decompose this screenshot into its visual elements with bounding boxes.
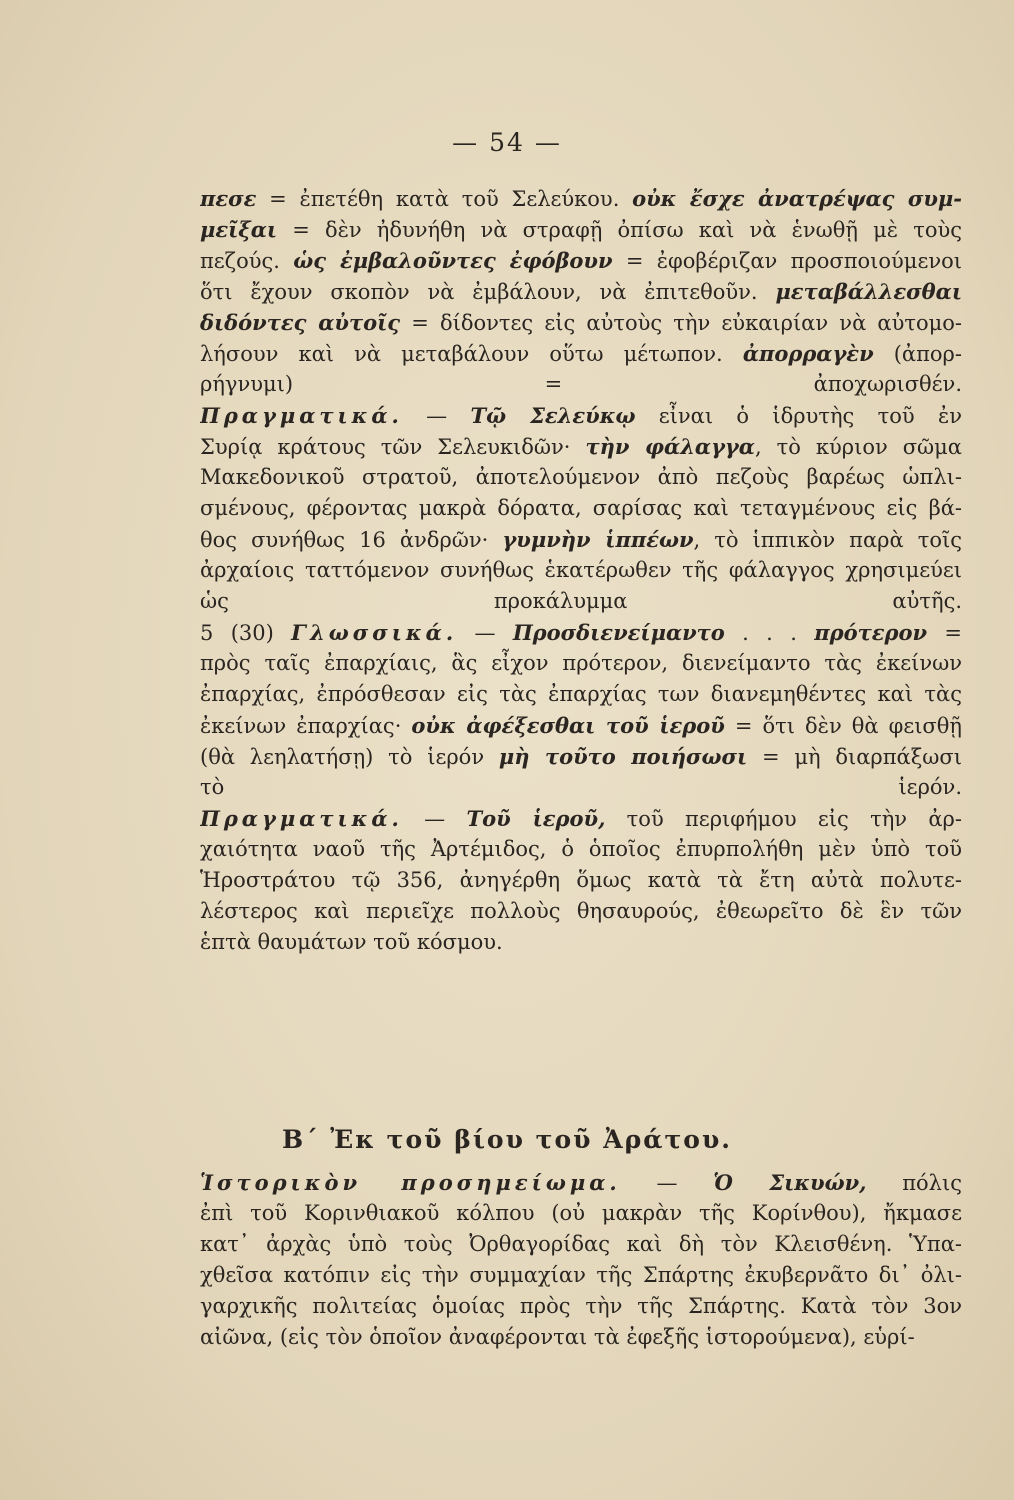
text-line: [200, 245, 962, 276]
line-text: —: [402, 807, 467, 831]
text-line: [200, 927, 962, 958]
text-line: [200, 896, 962, 927]
lemma-text: πρότερον: [814, 620, 928, 645]
lemma-text: Τῷ Σελεύκῳ: [470, 403, 636, 428]
text-line: [200, 865, 962, 896]
lemma-text: Πραγματικά.: [200, 403, 403, 428]
lemma-text: γυμνὴν ἱππέων: [502, 527, 694, 552]
line-text: σμένους, φέροντας μακρὰ δόρατα, σαρίσας καὶ τεταγμένους εἰς βά-: [200, 496, 962, 520]
line-text: χθεῖσα κατόπιν εἰς τὴν συμμαχίαν τῆς Σπάρτης ἐκυβερνᾶτο δι᾽ ὀλι-: [200, 1263, 962, 1287]
line-text: εἶναι ὁ ἱδρυτὴς τοῦ ἐν: [635, 404, 962, 428]
text-line: [200, 183, 962, 214]
line-text: , τὸ κύριον σῶμα: [754, 435, 962, 459]
line-text: πρὸς ταῖς ἐπαρχίαις, ἃς εἶχον πρότερον, διενείμαντο τὰς ἐκείνων: [200, 651, 962, 675]
line-text: Μακεδονικοῦ στρατοῦ, ἀποτελούμενον ἀπὸ πεζοὺς βαρέως ὡπλι-: [200, 465, 962, 489]
text-line: [200, 493, 962, 524]
lemma-text: πεσε: [200, 186, 257, 211]
line-text: τὸ ἱερόν.: [200, 775, 962, 799]
line-text: πόλις: [866, 1171, 962, 1195]
lemma-text: μεταβάλλεσθαι: [775, 279, 962, 304]
text-line: [200, 1229, 962, 1260]
text-line: [200, 369, 962, 400]
lemma-text: Ὁ Σικυών,: [713, 1170, 867, 1195]
text-line: [200, 400, 962, 431]
lemma-text: Ἱστορικὸν προσημείωμα.: [200, 1170, 621, 1195]
text-line: [200, 741, 962, 772]
text-line: [200, 1291, 962, 1322]
commentary-section: [200, 183, 962, 958]
text-line: [200, 307, 962, 338]
line-text: ἑπτὰ θαυμάτων τοῦ κόσμου.: [200, 930, 503, 954]
text-line: [200, 1198, 962, 1229]
line-text: κατ᾽ ἀρχὰς ὑπὸ τοὺς Ὀρθαγορίδας καὶ δὴ τὸν Κλεισθένη. Ὑπα-: [200, 1232, 962, 1256]
text-line: [200, 617, 962, 648]
line-text: λήσουν καὶ νὰ μεταβάλουν οὕτω μέτωπον.: [200, 342, 743, 366]
lemma-text: Γλωσσικά.: [291, 620, 458, 645]
line-text: ἀρχαίοις ταττόμενον συνήθως ἑκατέρωθεν τῆς φάλαγγος χρησιμεύει: [200, 558, 962, 582]
text-line: [200, 834, 962, 865]
line-text: ὅτι ἔχουν σκοπὸν νὰ ἐμβάλουν, νὰ ἐπιτεθοῦν.: [200, 280, 776, 304]
line-text: Συρίᾳ κράτους τῶν Σελευκιδῶν·: [200, 435, 586, 459]
lemma-text: διδόντες αὐτοῖς: [200, 310, 401, 335]
text-line: [200, 648, 962, 679]
line-text: ὡς προκάλυμμα αὐτῆς.: [200, 589, 962, 613]
line-text: , τὸ ἱππικὸν παρὰ τοῖς: [693, 528, 962, 552]
lemma-text: Προσδιενείμαντο: [512, 620, 725, 645]
line-text: —: [457, 621, 513, 645]
line-text: = ἐφοβέριζαν προσποιούμενοι: [612, 249, 962, 273]
lemma-text: τὴν φάλαγγα: [585, 434, 755, 459]
lemma-text: ὡς ἐμβαλοῦντες ἐφόβουν: [293, 248, 613, 273]
line-text: ἐπὶ τοῦ Κορινθιακοῦ κόλπου (οὐ μακρὰν τῆς Κορίνθου), ἤκμασε: [200, 1201, 962, 1225]
lemma-text: μὴ τοῦτο ποιήσωσι: [498, 744, 748, 769]
line-text: = μὴ διαρπάξωσι: [747, 745, 962, 769]
text-line: [200, 803, 962, 834]
text-line: [200, 679, 962, 710]
line-text: ἐπαρχίας, ἐπρόσθεσαν εἰς τὰς ἐπαρχίας των διανεμηθέντες καὶ τὰς: [200, 682, 962, 706]
line-text: = δὲν ἠδυνήθη νὰ στραφῇ ὀπίσω καὶ νὰ ἑνωθῇ μὲ τοὺς: [277, 218, 962, 242]
line-text: —: [620, 1171, 714, 1195]
section-heading: Β΄ Ἐκ τοῦ βίου τοῦ Ἀράτου.: [281, 1125, 733, 1154]
lemma-text: Τοῦ ἱεροῦ,: [466, 806, 606, 831]
text-line: [200, 1260, 962, 1291]
lemma-text: ἀπορραγὲν: [742, 341, 874, 366]
line-text: λέστερος καὶ περιεῖχε πολλοὺς θησαυρούς, ἐθεωρεῖτο δὲ ἓν τῶν: [200, 899, 962, 923]
lemma-text: οὐκ ἔσχε ἀνατρέψας συμ-: [632, 186, 962, 211]
page-number: — 54 —: [452, 128, 562, 157]
line-text: ἐκείνων ἐπαρχίας·: [200, 714, 412, 738]
line-text: —: [402, 404, 471, 428]
line-text: πεζούς.: [200, 249, 294, 273]
text-line: [200, 772, 962, 803]
lemma-text: μεῖξαι: [200, 217, 278, 242]
line-text: (ἀπορ-: [873, 342, 962, 366]
line-text: θος συνήθως 16 ἀνδρῶν·: [200, 528, 503, 552]
text-line: [200, 338, 962, 369]
text-line: [200, 524, 962, 555]
text-line: [200, 1322, 962, 1353]
line-text: γαρχικῆς πολιτείας ὁμοίας πρὸς τὴν τῆς Σπάρτης. Κατὰ τὸν 3ον: [200, 1294, 962, 1318]
line-text: 5 (30): [200, 621, 292, 645]
historical-note-section: [200, 1167, 962, 1353]
lemma-text: οὐκ ἀφέξεσθαι τοῦ ἱεροῦ: [411, 713, 725, 738]
line-text: ρήγνυμι) = ἀποχωρισθέν.: [200, 372, 962, 396]
text-line: [200, 555, 962, 586]
text-line: [200, 431, 962, 462]
line-text: = δίδοντες εἰς αὐτοὺς τὴν εὐκαιρίαν νὰ αὐτομο-: [400, 311, 962, 335]
text-line: [200, 586, 962, 617]
line-text: . . .: [724, 621, 815, 645]
text-line: [200, 214, 962, 245]
line-text: (θὰ λεηλατήσῃ) τὸ ἱερόν: [200, 745, 499, 769]
text-line: [200, 1167, 962, 1198]
line-text: τοῦ περιφήμου εἰς τὴν ἀρ-: [605, 807, 962, 831]
line-text: χαιότητα ναοῦ τῆς Ἀρτέμιδος, ὁ ὁποῖος ἐπυρπολήθη μὲν ὑπὸ τοῦ: [200, 837, 962, 861]
line-text: =: [927, 621, 962, 645]
text-line: [200, 710, 962, 741]
line-text: = ἐπετέθη κατὰ τοῦ Σελεύκου.: [256, 187, 633, 211]
lemma-text: Πραγματικά.: [200, 806, 403, 831]
line-text: = ὅτι δὲν θὰ φεισθῇ: [724, 714, 962, 738]
line-text: αἰῶνα, (εἰς τὸν ὁποῖον ἀναφέρονται τὰ ἐφεξῆς ἱστορούμενα), εὑρί-: [200, 1325, 915, 1349]
text-line: [200, 462, 962, 493]
line-text: Ἡροστράτου τῷ 356, ἀνηγέρθη ὅμως κατὰ τὰ ἔτη αὐτὰ πολυτε-: [200, 868, 962, 892]
text-line: [200, 276, 962, 307]
